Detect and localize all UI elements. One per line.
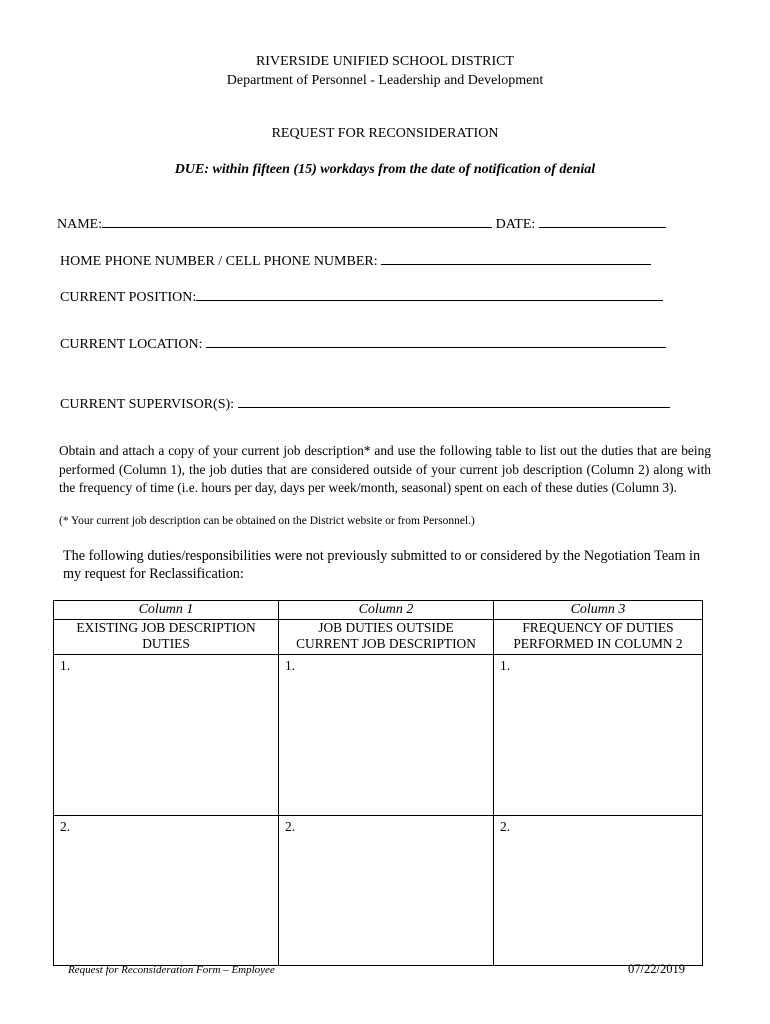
row-number: 2. — [500, 819, 511, 834]
column-2-header-line2: CURRENT JOB DESCRIPTION — [296, 636, 476, 651]
column-1-header-line1: EXISTING JOB DESCRIPTION — [76, 620, 256, 635]
location-row — [60, 334, 666, 353]
row-number: 2. — [285, 819, 296, 834]
row-1-col-2-cell[interactable] — [279, 655, 494, 816]
table-row — [54, 655, 703, 816]
supervisor-field[interactable] — [238, 394, 670, 408]
row-2-col-3-cell[interactable] — [494, 816, 703, 966]
row-number: 1. — [500, 658, 511, 673]
negotiation-statement: The following duties/responsibilities were not previously submitted to or considered by the Negotiation Team in my request for Reclassification: — [63, 548, 701, 582]
footer-revision-date: 07/22/2019 — [628, 962, 685, 976]
duties-table — [53, 600, 703, 966]
column-3-header-line2: PERFORMED IN COLUMN 2 — [513, 636, 683, 651]
position-row — [60, 287, 663, 306]
column-1-name: Column 1 — [54, 601, 279, 620]
row-1-col-3-cell[interactable] — [494, 655, 703, 816]
instructions-footnote: (* Your current job description can be obtained on the District website or from Personnel.) — [59, 515, 475, 527]
supervisor-label: CURRENT SUPERVISOR(S): — [60, 397, 235, 412]
supervisor-row — [60, 394, 670, 413]
name-field[interactable] — [102, 214, 492, 228]
row-number: 1. — [60, 658, 71, 673]
column-1-header-line2: DUTIES — [142, 636, 190, 651]
position-field[interactable] — [196, 287, 663, 301]
column-header-row — [54, 620, 703, 655]
row-1-col-1-cell[interactable] — [54, 655, 279, 816]
column-3-header — [494, 620, 703, 655]
phone-row — [60, 251, 651, 270]
row-2-col-2-cell[interactable] — [279, 816, 494, 966]
phone-field[interactable] — [381, 251, 651, 265]
date-label: DATE: — [495, 217, 536, 232]
district-name: RIVERSIDE UNIFIED SCHOOL DISTRICT — [255, 54, 515, 69]
column-name-row — [54, 601, 703, 620]
column-1-header — [54, 620, 279, 655]
column-2-header-line1: JOB DUTIES OUTSIDE — [318, 620, 454, 635]
location-label: CURRENT LOCATION: — [60, 337, 203, 352]
column-3-name: Column 3 — [494, 601, 703, 620]
form-title: REQUEST FOR RECONSIDERATION — [271, 126, 499, 141]
date-field[interactable] — [539, 214, 666, 228]
phone-label: HOME PHONE NUMBER / CELL PHONE NUMBER: — [60, 254, 378, 269]
department-name: Department of Personnel - Leadership and Development — [226, 73, 544, 88]
column-2-header — [279, 620, 494, 655]
column-3-header-line1: FREQUENCY OF DUTIES — [522, 620, 674, 635]
name-row — [57, 214, 666, 233]
due-note: DUE: within fifteen (15) workdays from the date of notification of denial — [174, 162, 596, 177]
column-2-name: Column 2 — [279, 601, 494, 620]
position-label: CURRENT POSITION: — [60, 290, 197, 305]
location-field[interactable] — [206, 334, 666, 348]
row-number: 1. — [285, 658, 296, 673]
row-2-col-1-cell[interactable] — [54, 816, 279, 966]
footer-form-name: Request for Reconsideration Form – Employee — [68, 964, 275, 976]
name-label: NAME: — [57, 217, 103, 232]
instructions-paragraph: Obtain and attach a copy of your current job description* and use the following table to list out the duties that are being performed (Column 1), the job duties that are considered outside of your current job description (Column 2) along with the frequency of time (i.e. hours per day, days per week/month, seasonal) spent on each of these duties (Column 3). — [59, 443, 711, 495]
table-row — [54, 816, 703, 966]
row-number: 2. — [60, 819, 71, 834]
